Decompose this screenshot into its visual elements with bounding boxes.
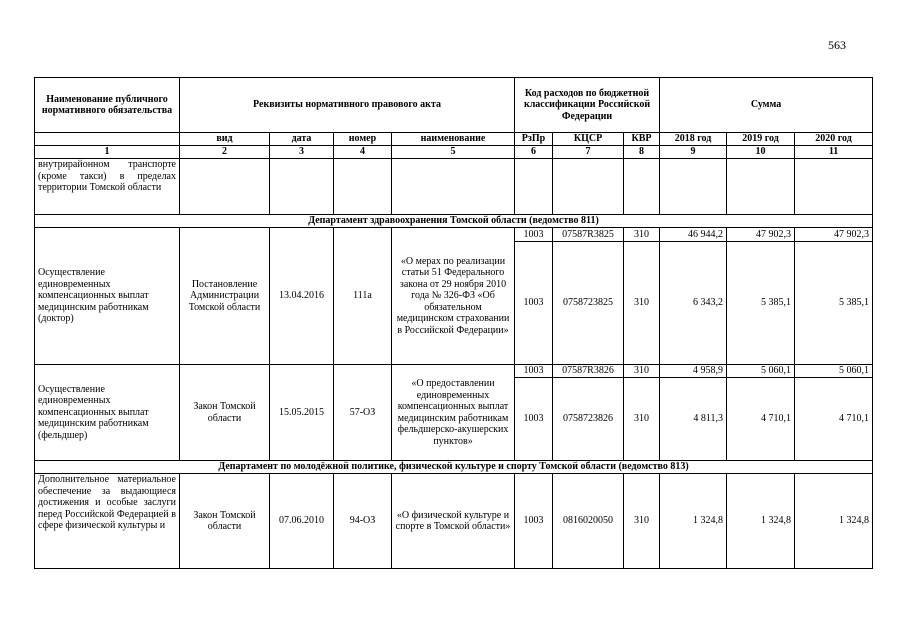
rzpr-cell: 1003 — [515, 378, 553, 461]
section-row — [35, 461, 873, 474]
empty-cell — [660, 159, 727, 215]
subheader-2020: 2020 год — [795, 133, 873, 146]
col-number: 8 — [624, 146, 660, 159]
subheader-vid: вид — [180, 133, 270, 146]
obligation-name: Осуществление единовременных компенсационных выплат медицинским работникам (доктор) — [35, 228, 180, 365]
sum-2019-cell: 4 710,1 — [727, 378, 795, 461]
subheader-date: дата — [270, 133, 334, 146]
empty-cell — [727, 159, 795, 215]
rzpr-cell: 1003 — [515, 365, 553, 378]
empty-cell — [180, 159, 270, 215]
sum-2019-cell: 5 060,1 — [727, 365, 795, 378]
kvr-cell: 310 — [624, 242, 660, 365]
sum-2020-cell: 47 902,3 — [795, 228, 873, 242]
kcsr-cell: 0758723825 — [553, 242, 624, 365]
col-number: 5 — [392, 146, 515, 159]
subheader-rzpr: РзПр — [515, 133, 553, 146]
col-number: 1 — [35, 146, 180, 159]
act-type: Постановление Администрации Томской области — [180, 228, 270, 365]
act-type: Закон Томской области — [180, 474, 270, 569]
subheader-2019: 2019 год — [727, 133, 795, 146]
act-date: 13.04.2016 — [270, 228, 334, 365]
kcsr-cell: 07587R3826 — [553, 365, 624, 378]
rzpr-cell: 1003 — [515, 228, 553, 242]
empty-cell — [334, 159, 392, 215]
subheader-2018: 2018 год — [660, 133, 727, 146]
header-act-details: Реквизиты нормативного правового акта — [180, 78, 515, 133]
sum-2019-cell: 47 902,3 — [727, 228, 795, 242]
act-type: Закон Томской области — [180, 365, 270, 461]
act-title: «О физической культуре и спорте в Томской области» — [392, 474, 515, 569]
sum-2018-cell: 4 958,9 — [660, 365, 727, 378]
empty-cell — [270, 159, 334, 215]
act-number: 111а — [334, 228, 392, 365]
header-obligation-name: Наименование публичного нормативного обязательства — [35, 78, 180, 133]
sum-2018-cell: 1 324,8 — [660, 474, 727, 569]
act-title: «О предоставлении единовременных компенсационных выплат медицинским работникам фельдшерско-акушерских пунктов» — [392, 365, 515, 461]
section-title: Департамент по молодёжной политике, физической культуре и спорту Томской области (ведомство 813) — [35, 461, 873, 474]
continuation-row — [35, 159, 873, 215]
col-number: 4 — [334, 146, 392, 159]
table-row — [35, 365, 873, 378]
col-number: 6 — [515, 146, 553, 159]
section-row — [35, 215, 873, 228]
col-number: 7 — [553, 146, 624, 159]
kvr-cell: 310 — [624, 474, 660, 569]
sum-2018-cell: 46 944,2 — [660, 228, 727, 242]
col-number: 10 — [727, 146, 795, 159]
col-number: 9 — [660, 146, 727, 159]
kcsr-cell: 0816020050 — [553, 474, 624, 569]
kcsr-cell: 0758723826 — [553, 378, 624, 461]
sum-2020-cell: 1 324,8 — [795, 474, 873, 569]
header-sum: Сумма — [660, 78, 873, 133]
table-row — [35, 228, 873, 242]
empty-cell — [624, 159, 660, 215]
subheader-row — [35, 133, 873, 146]
empty-cell — [553, 159, 624, 215]
act-title: «О мерах по реализации статьи 51 Федерального закона от 29 ноября 2010 года № 326-ФЗ «Об обязательном медицинском страховании в Российской Федерации» — [392, 228, 515, 365]
subheader-title: наименование — [392, 133, 515, 146]
budget-obligations-table — [34, 77, 873, 569]
rzpr-cell: 1003 — [515, 242, 553, 365]
act-number: 57-ОЗ — [334, 365, 392, 461]
kvr-cell: 310 — [624, 228, 660, 242]
table-row — [35, 474, 873, 569]
sum-2019-cell: 5 385,1 — [727, 242, 795, 365]
sum-2020-cell: 4 710,1 — [795, 378, 873, 461]
sum-2020-cell: 5 385,1 — [795, 242, 873, 365]
act-date: 07.06.2010 — [270, 474, 334, 569]
obligation-name: Осуществление единовременных компенсационных выплат медицинским работникам (фельдшер) — [35, 365, 180, 461]
empty-cell — [515, 159, 553, 215]
rzpr-cell: 1003 — [515, 474, 553, 569]
obligation-name: Дополнительное материальное обеспечение за выдающиеся достижения и особые заслуги перед Российской Федерацией в сфере физической культуры и — [35, 474, 180, 569]
kcsr-cell: 07587R3825 — [553, 228, 624, 242]
sum-2018-cell: 4 811,3 — [660, 378, 727, 461]
col-number: 2 — [180, 146, 270, 159]
empty-cell — [795, 159, 873, 215]
empty-cell — [392, 159, 515, 215]
header-row — [35, 78, 873, 133]
kvr-cell: 310 — [624, 365, 660, 378]
subheader-kvr: КВР — [624, 133, 660, 146]
sum-2019-cell: 1 324,8 — [727, 474, 795, 569]
subheader-number: номер — [334, 133, 392, 146]
header-budget-code: Код расходов по бюджетной классификации Российской Федерации — [515, 78, 660, 133]
act-date: 15.05.2015 — [270, 365, 334, 461]
section-title: Департамент здравоохранения Томской области (ведомство 811) — [35, 215, 873, 228]
column-number-row — [35, 146, 873, 159]
col-number: 11 — [795, 146, 873, 159]
kvr-cell: 310 — [624, 378, 660, 461]
col-number: 3 — [270, 146, 334, 159]
subheader-empty — [35, 133, 180, 146]
continuation-text: внутрирайонном транспорте (кроме такси) в пределах территории Томской области — [35, 159, 180, 215]
act-number: 94-ОЗ — [334, 474, 392, 569]
sum-2020-cell: 5 060,1 — [795, 365, 873, 378]
subheader-kcsr: КЦСР — [553, 133, 624, 146]
page-number: 563 — [828, 38, 846, 52]
sum-2018-cell: 6 343,2 — [660, 242, 727, 365]
